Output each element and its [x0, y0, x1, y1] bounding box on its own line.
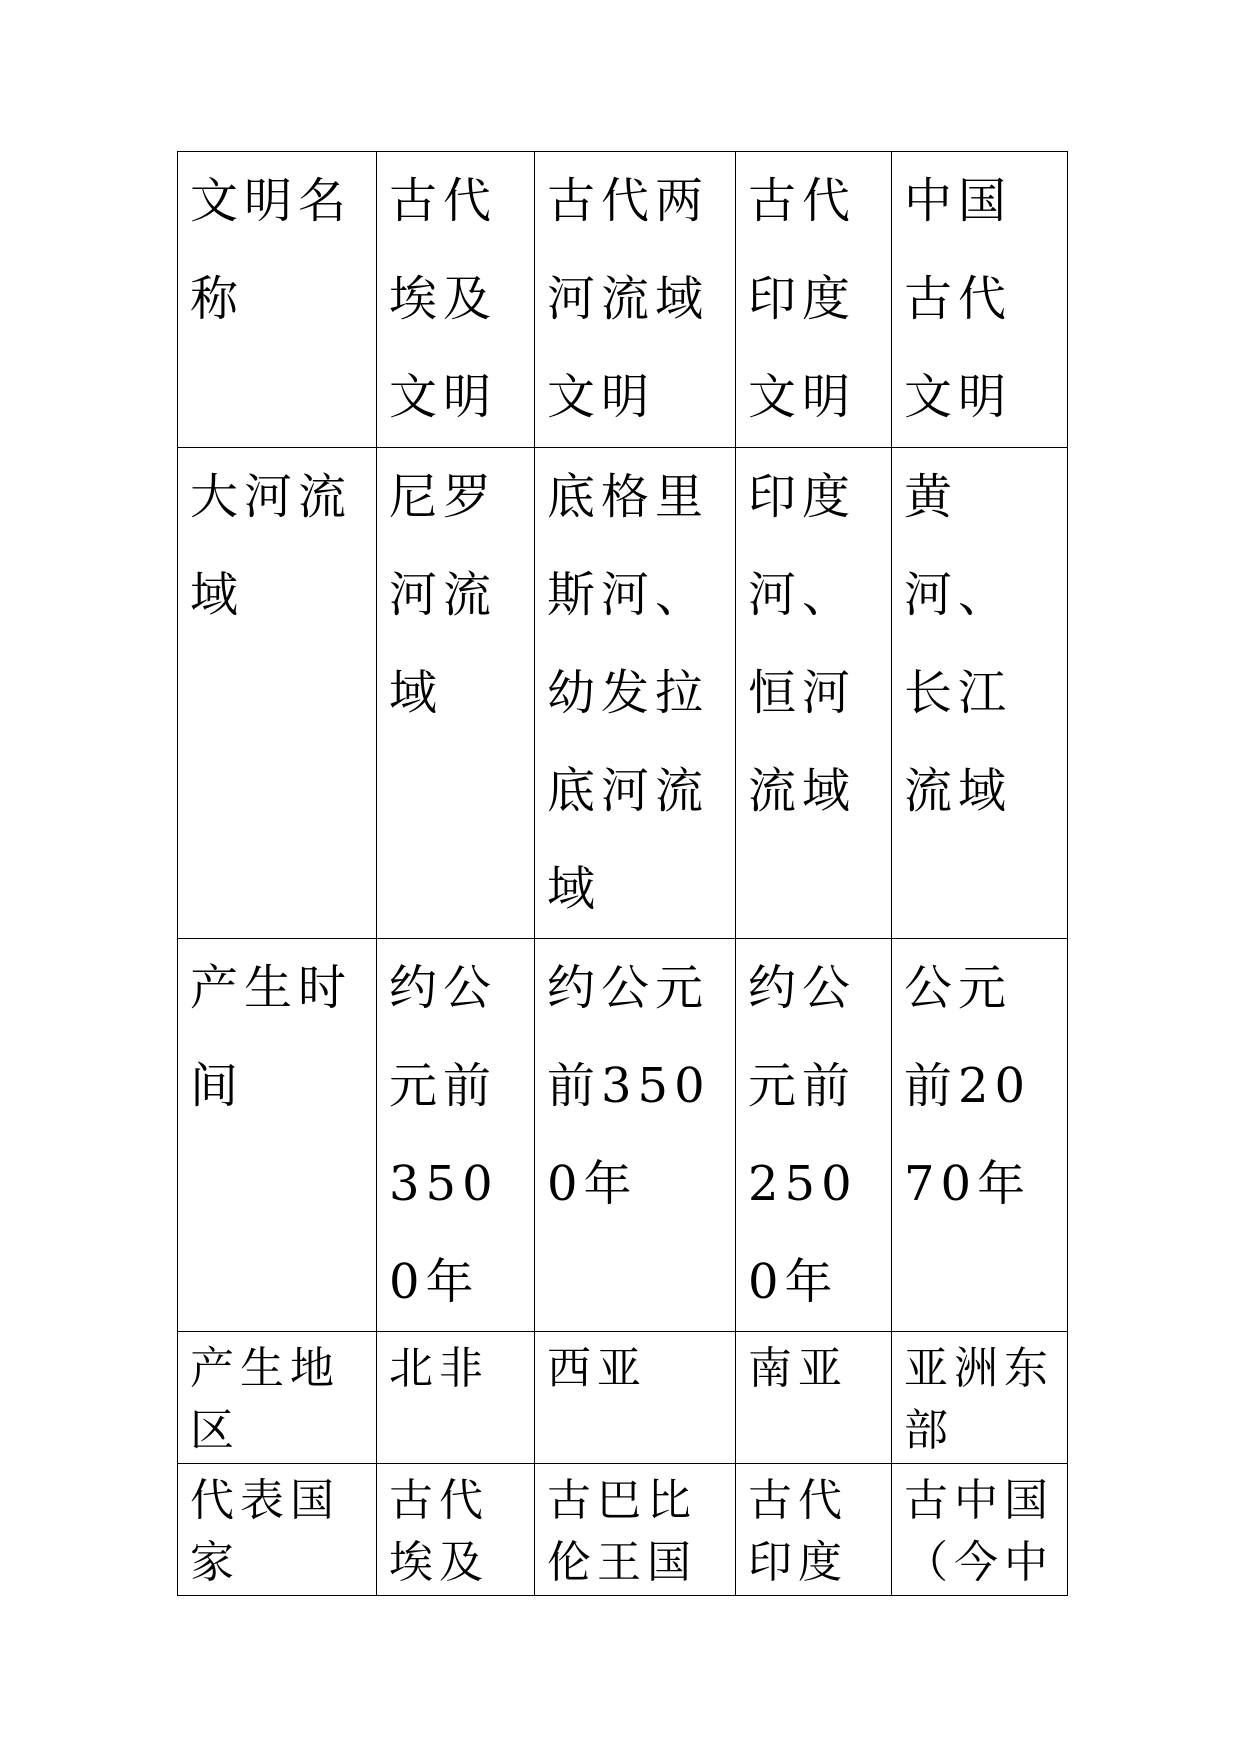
table-cell: 古代两河流域文明 [535, 152, 736, 448]
table-cell: 南亚 [736, 1332, 892, 1464]
table-cell: 约公元前2500年 [736, 939, 892, 1332]
row-header-origin-region: 产生地区 [178, 1332, 377, 1464]
table-cell: 中国古代文明 [892, 152, 1068, 448]
row-header-civilization-name: 文明名称 [178, 152, 377, 448]
table-cell: 公元前2070年 [892, 939, 1068, 1332]
table-cell: 西亚 [535, 1332, 736, 1464]
table-cell: 古代埃及文明 [377, 152, 535, 448]
row-header-representative-state: 代表国家 [178, 1464, 377, 1596]
table-cell: 古中国（今中 [892, 1464, 1068, 1596]
table-cell: 黄河、长江流域 [892, 448, 1068, 939]
row-header-river-basin: 大河流域 [178, 448, 377, 939]
row-header-origin-time: 产生时间 [178, 939, 377, 1332]
table-cell: 古代印度 [736, 1464, 892, 1596]
table-cell: 底格里斯河、幼发拉底河流域 [535, 448, 736, 939]
civilization-table [177, 151, 1068, 1596]
table-cell: 北非 [377, 1332, 535, 1464]
table-cell: 约公元前3500年 [535, 939, 736, 1332]
table-cell: 古代印度文明 [736, 152, 892, 448]
table-cell: 亚洲东部 [892, 1332, 1068, 1464]
table-row [178, 939, 1068, 1332]
table-row [178, 152, 1068, 448]
table-cell: 约公元前3500年 [377, 939, 535, 1332]
table-cell: 尼罗河流域 [377, 448, 535, 939]
table-row [178, 1332, 1068, 1464]
table-cell: 古代埃及 [377, 1464, 535, 1596]
table-cell: 古巴比伦王国 [535, 1464, 736, 1596]
table-cell: 印度河、恒河流域 [736, 448, 892, 939]
table-row [178, 448, 1068, 939]
table-row [178, 1464, 1068, 1596]
